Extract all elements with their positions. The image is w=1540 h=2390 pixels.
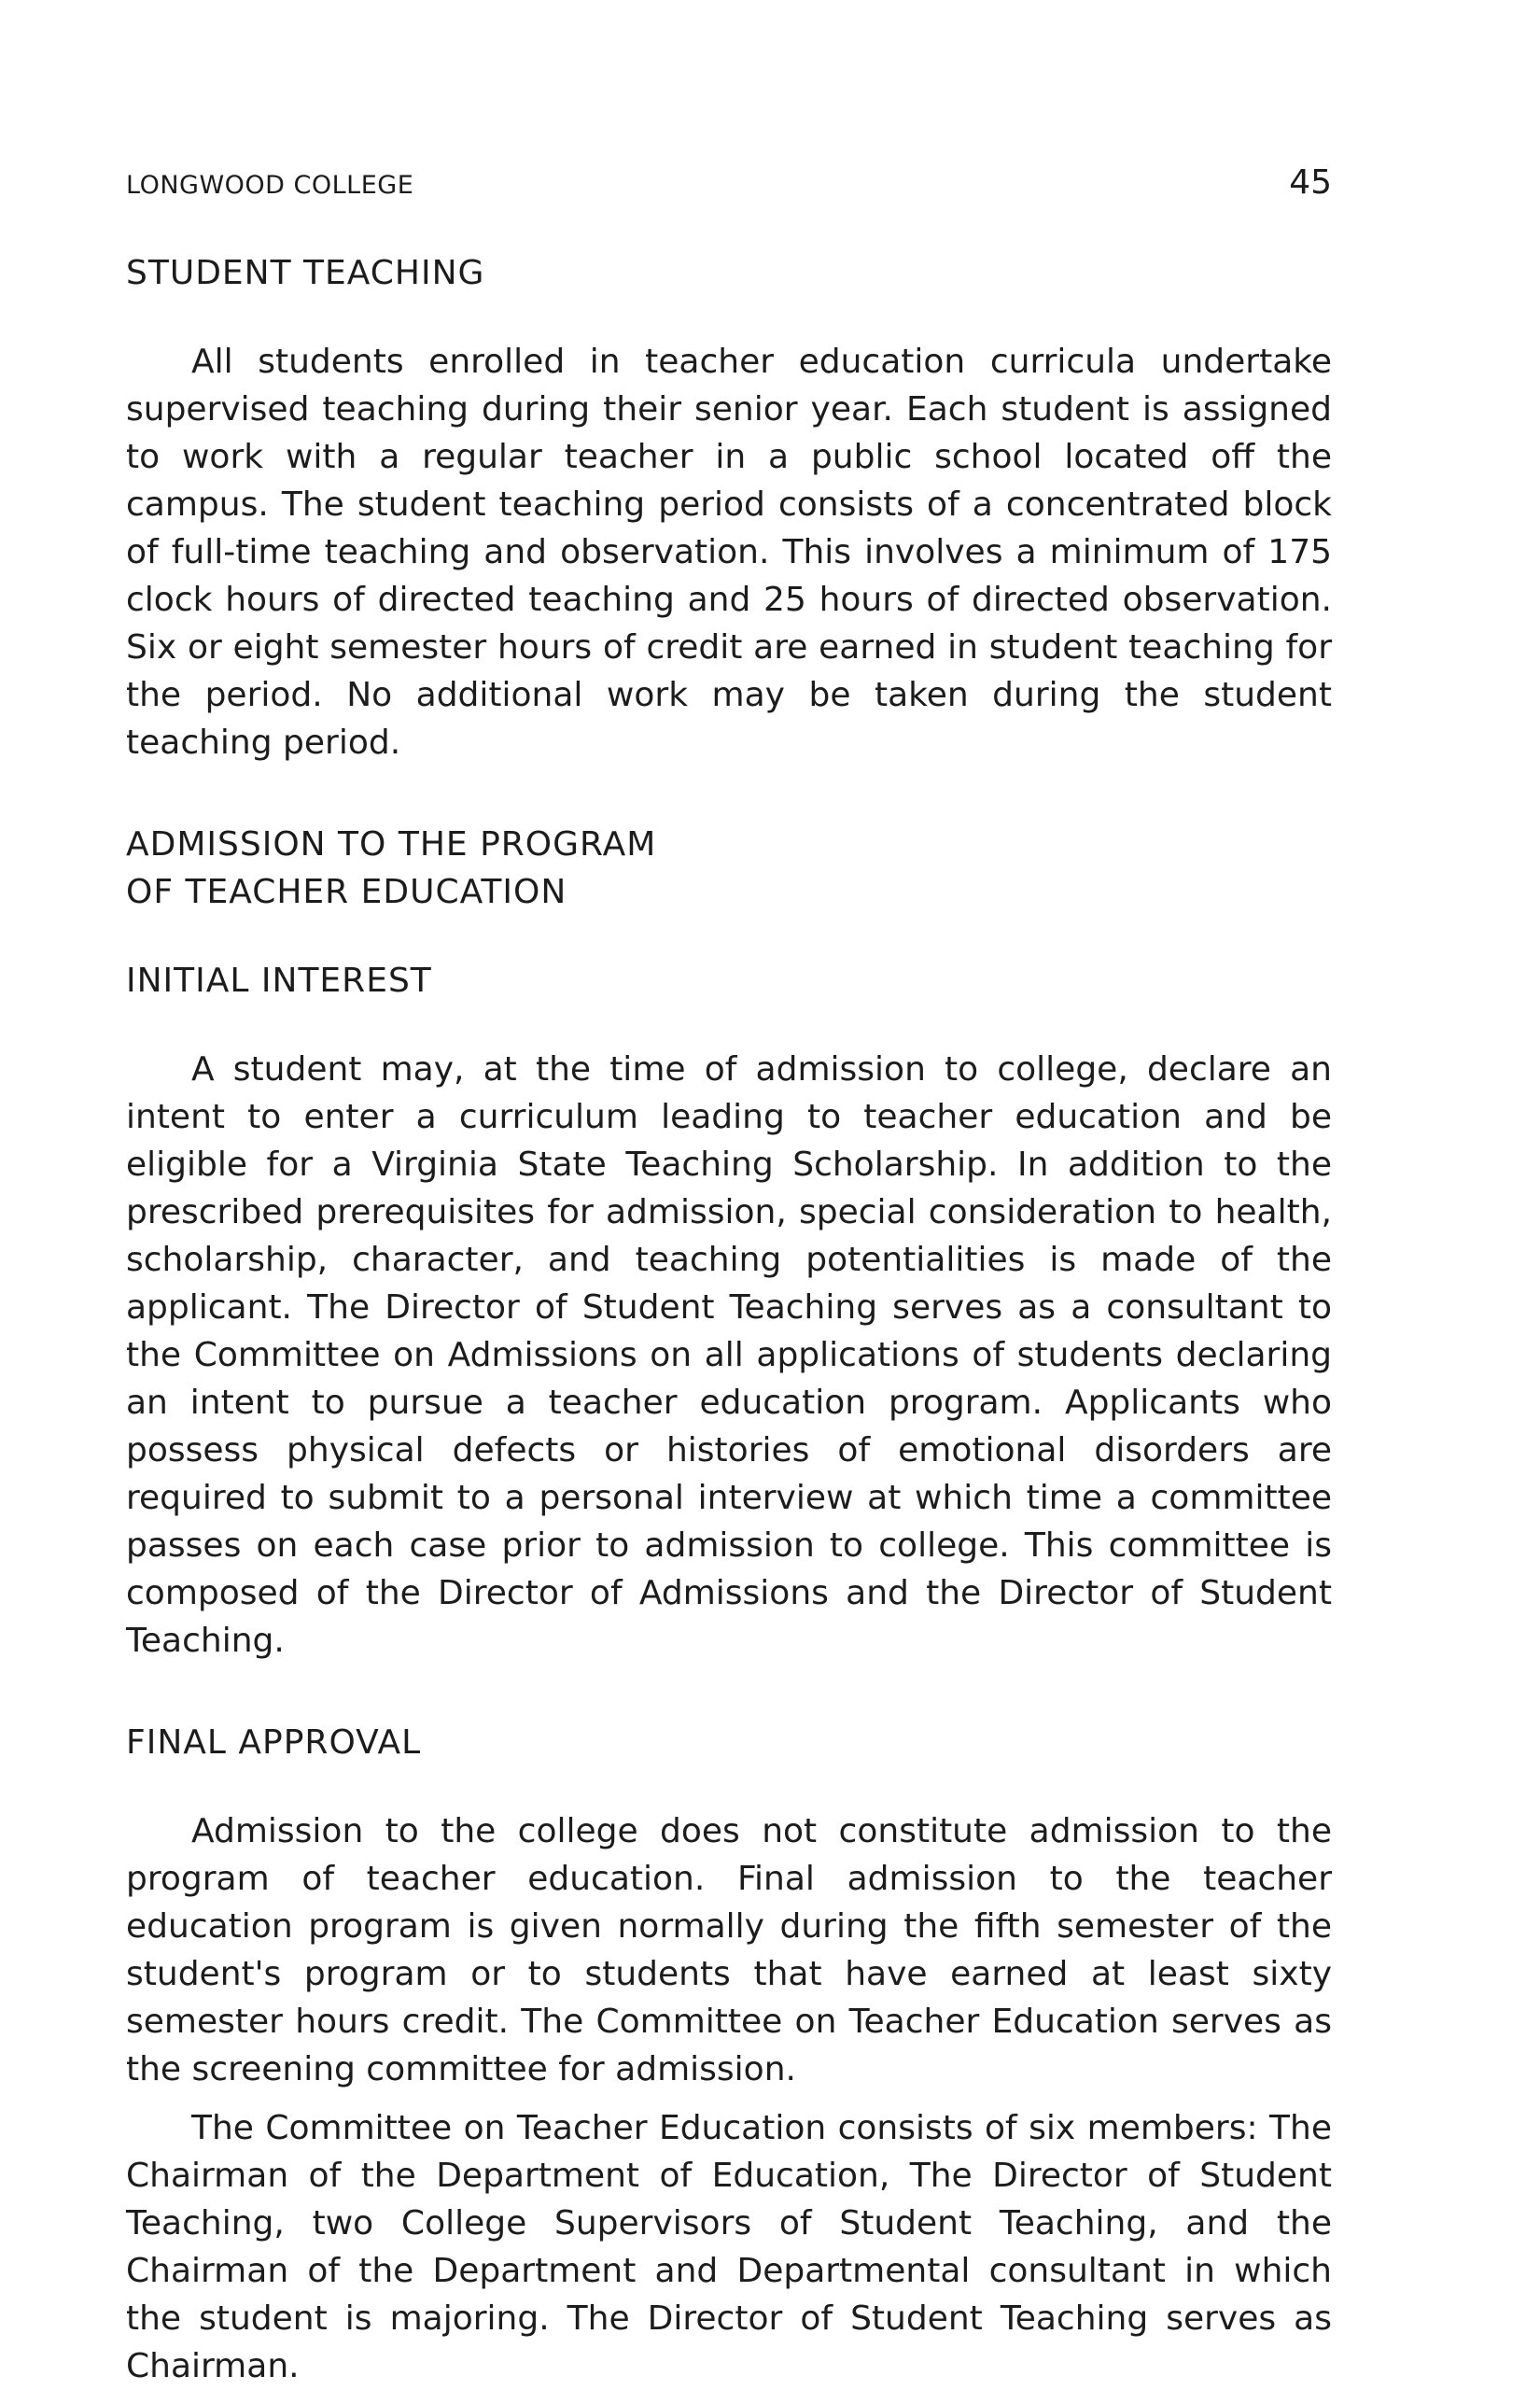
heading-admission xyxy=(126,821,1332,916)
paragraph-student-teaching: All students enrolled in teacher education curricula undertake supervised teaching during their senior year. Each student is assigned to work with a regular teacher in a public school located off the campus. The student teaching period consists of a concentrated block of full-time teaching and observation. This involves a minimum of 175 clock hours of directed teaching and 25 hours of directed observation. Six or eight semester hours of credit are earned in student teaching for the period. No additional work may be taken during the student teaching period. xyxy=(126,343,1332,762)
document-page xyxy=(126,163,1332,2390)
paragraph-final-approval-1: Admission to the college does not constitute admission to the program of teacher education. Final admission to the teacher education program is given normally during the fifth semester of the student's program or to students that have earned at least sixty semester hours credit. The Committee on Teacher Education serves as the screening committee for admission. xyxy=(126,1812,1332,2088)
college-name: LONGWOOD COLLEGE xyxy=(126,171,414,200)
heading-initial-interest: INITIAL INTEREST xyxy=(126,962,432,1000)
heading-admission-line1: ADMISSION TO THE PROGRAM xyxy=(126,825,657,864)
paragraph-final-approval-2: The Committee on Teacher Education consists of six members: The Chairman of the Department of Education, The Director of Student Teaching, two College Supervisors of Student Teaching, and the Chairman of the Department and Departmental consultant in which the student is majoring. The Director of Student Teaching serves as Chairman. xyxy=(126,2109,1332,2385)
heading-student-teaching: STUDENT TEACHING xyxy=(126,254,485,292)
heading-admission-line2: OF TEACHER EDUCATION xyxy=(126,873,567,911)
running-head xyxy=(126,163,1332,201)
heading-final-approval: FINAL APPROVAL xyxy=(126,1723,422,1762)
page-number: 45 xyxy=(1289,163,1332,202)
paragraph-initial-interest: A student may, at the time of admission to college, declare an intent to enter a curriculum leading to teacher education and be eligible for a Virginia State Teaching Scholarship. In addition to the prescribed prerequisites for admission, special consideration to health, scholarship, character, and teaching potentialities is made of the applicant. The Director of Student Teaching serves as a consultant to the Committee on Admissions on all applications of students declaring an intent to pursue a teacher education program. Applicants who possess physical defects or histories of emotional disorders are required to submit to a personal interview at which time a committee passes on each case prior to admission to college. This committee is composed of the Director of Admissions and the Director of Student Teaching. xyxy=(126,1050,1332,1660)
